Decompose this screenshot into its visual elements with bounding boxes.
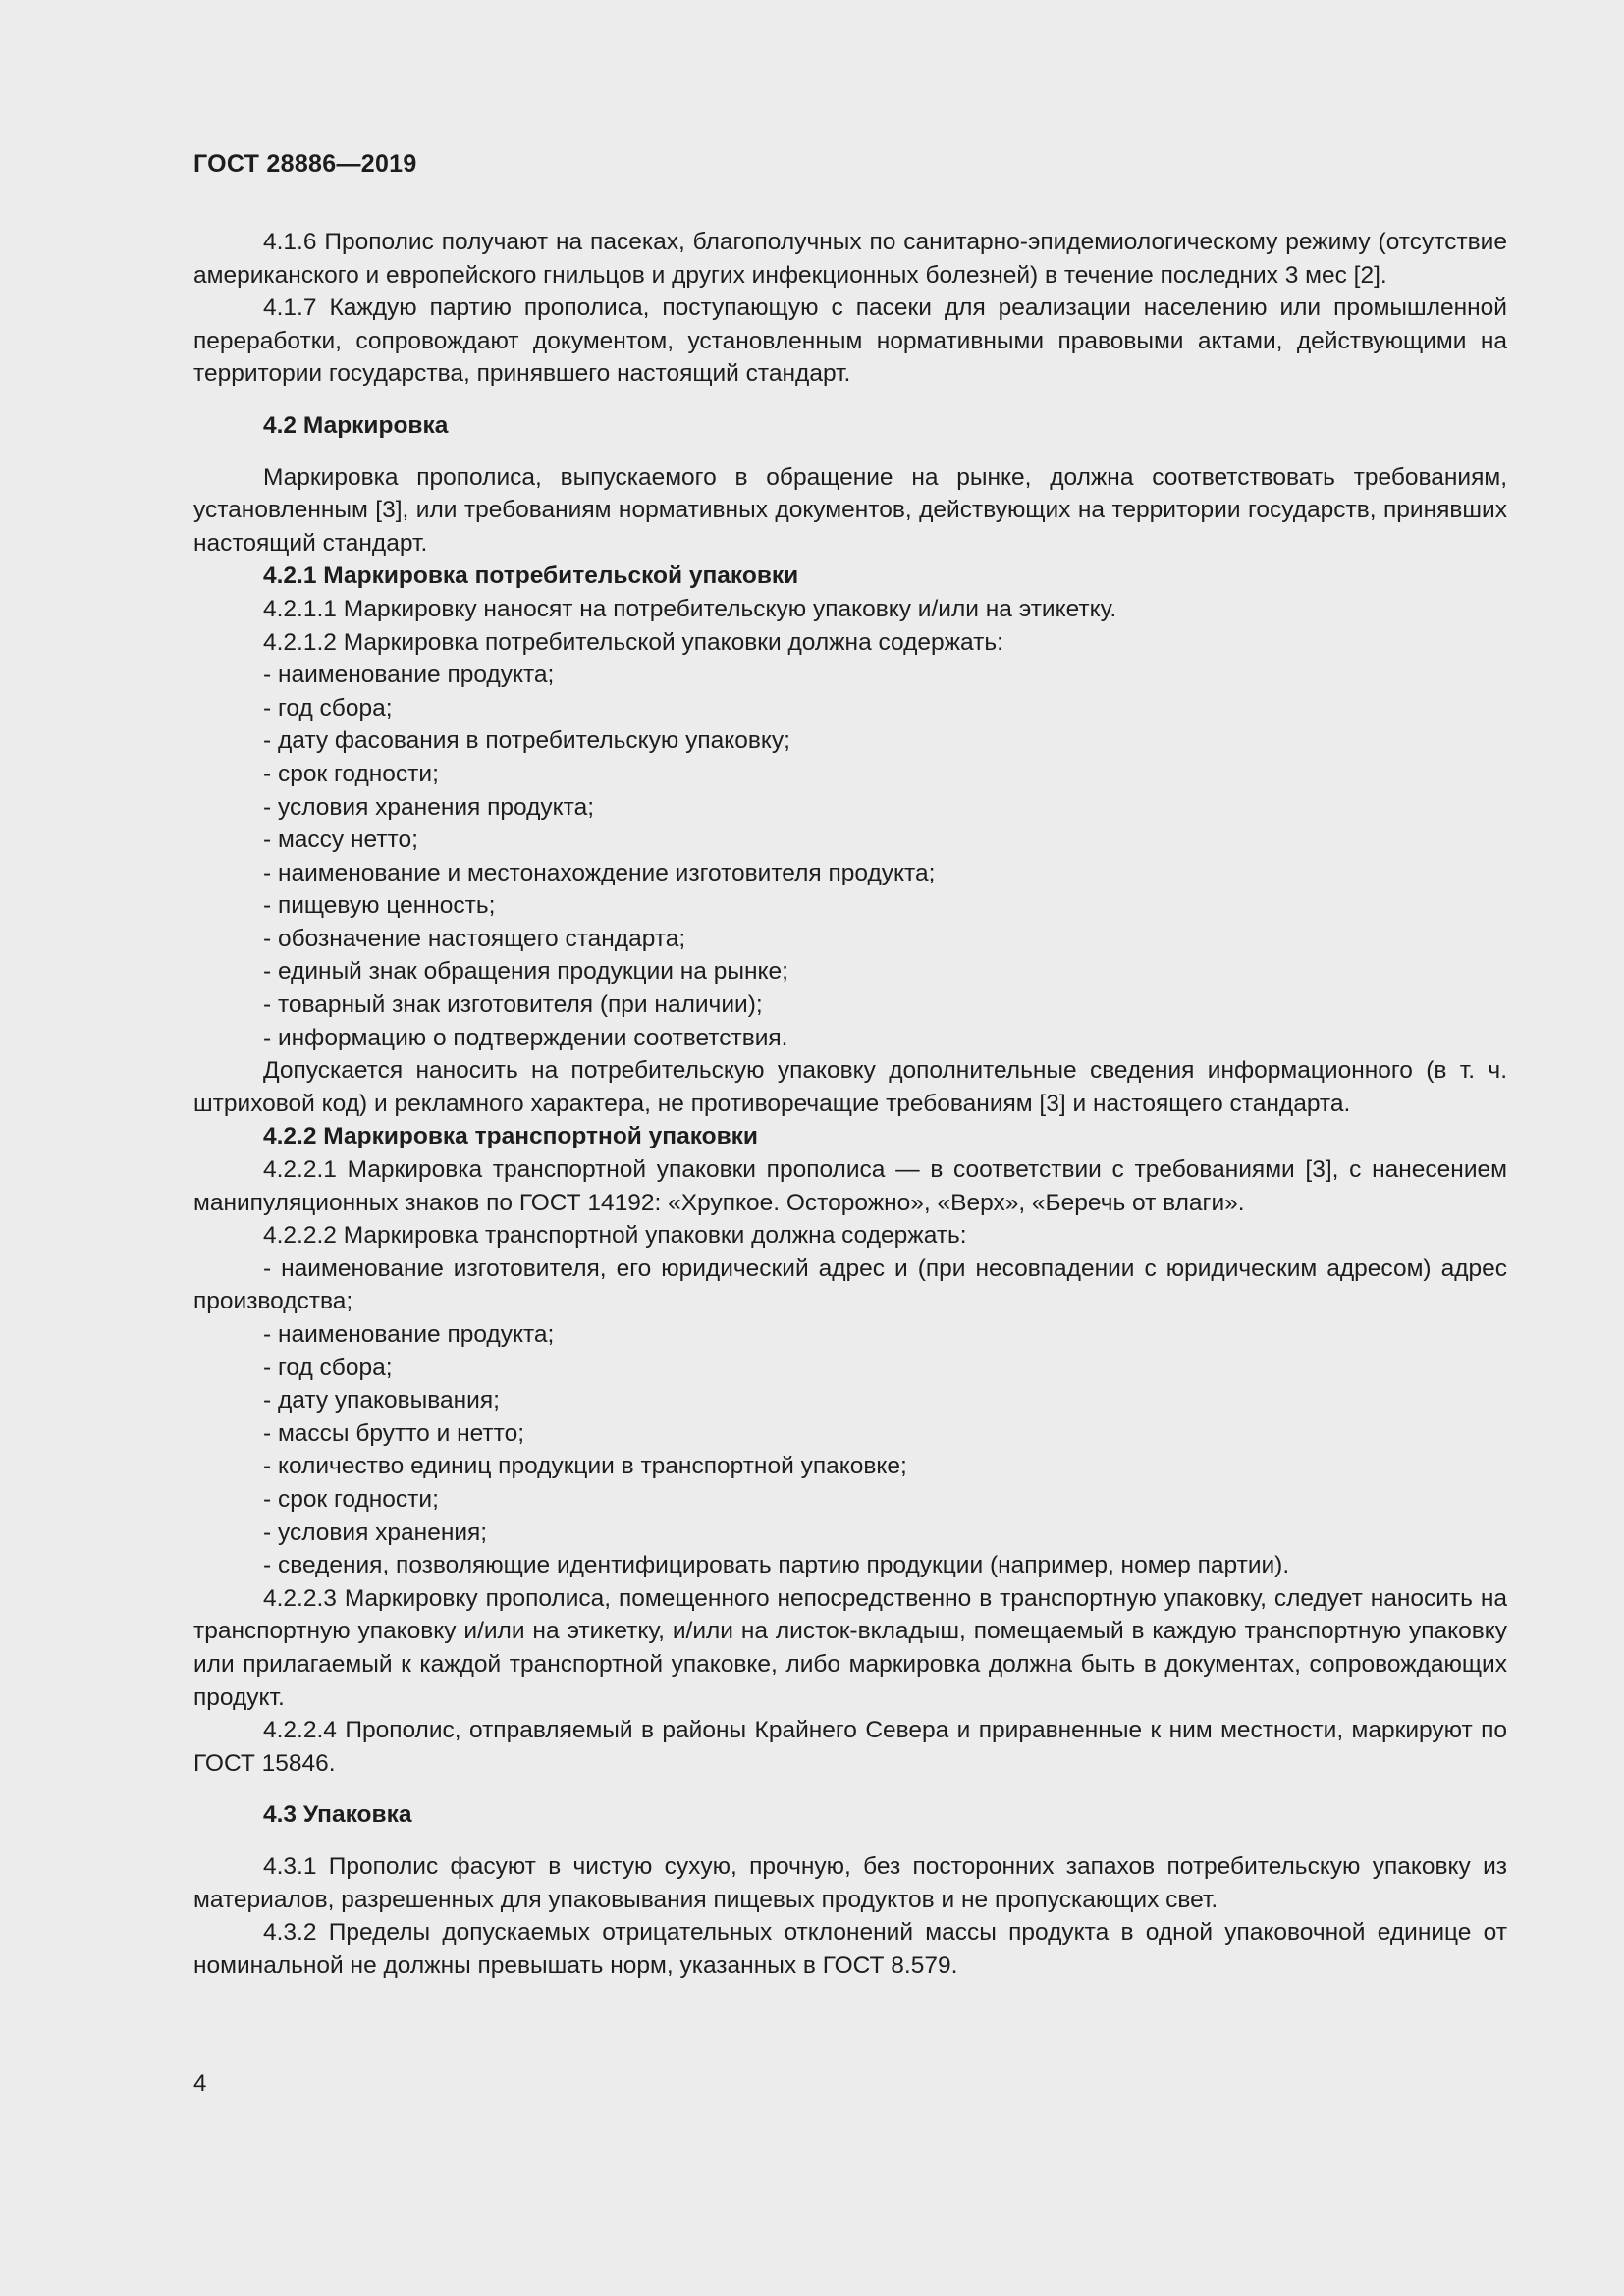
- list-item: - дату упаковывания;: [263, 1387, 500, 1415]
- paragraph-4-2-intro: Маркировка прополиса, выпускаемого в обращение на рынке, должна соответствовать требованиям, установленным [3], или требованиям нормативных документов, действующих на территории государств, принявших настоящий стандарт.: [193, 463, 1507, 557]
- list-item: - условия хранения;: [263, 1519, 488, 1546]
- page-number: 4: [193, 2070, 207, 2097]
- paragraph-4-2-1-1: 4.2.1.1 Маркировку наносят на потребительскую упаковку и/или на этикетку.: [263, 595, 1117, 622]
- section-heading-4-3: 4.3 Упаковка: [263, 1801, 412, 1829]
- consumer-marking-list: [193, 659, 1507, 1054]
- list-item: - год сбора;: [263, 694, 393, 721]
- paragraph-4-3-2: 4.3.2 Пределы допускаемых отрицательных отклонений массы продукта в одной упаковочной единице от номинальной не должны превышать норм, указанных в ГОСТ 8.579.: [193, 1919, 1507, 1979]
- paragraph-4-2-2-3: 4.2.2.3 Маркировку прополиса, помещенного непосредственно в транспортную упаковку, следует наносить на транспортную упаковку и/или на этикетку, и/или на листок-вкладыш, помещаемый в каждую транспортную упаковку или прилагаемый к каждой транспортной упаковке, либо маркировка должна быть в документах, сопровождающих продукт.: [193, 1584, 1507, 1711]
- paragraph-4-2-2-1: 4.2.2.1 Маркировка транспортной упаковки прополиса — в соответствии с требованиями [3], с нанесением манипуляционных знаков по ГОСТ 14192: «Хрупкое. Осторожно», «Верх», «Беречь от влаги».: [193, 1156, 1507, 1216]
- list-item: - срок годности;: [263, 1485, 439, 1513]
- list-item: - товарный знак изготовителя (при наличии);: [263, 991, 763, 1019]
- paragraph-4-1-6: 4.1.6 Прополис получают на пасеках, благополучных по санитарно-эпидемиологическому режиму (отсутствие американского и европейского гнильцов и других инфекционных болезней) в течение последних 3 мес [2].: [193, 229, 1507, 289]
- list-item: - дату фасования в потребительскую упаковку;: [263, 727, 790, 755]
- transport-marking-list: [193, 1318, 1507, 1582]
- list-item: - единый знак обращения продукции на рынке;: [263, 958, 788, 986]
- subsection-heading-4-2-1: 4.2.1 Маркировка потребительской упаковки: [263, 562, 799, 590]
- paragraph-4-2-2-2: 4.2.2.2 Маркировка транспортной упаковки должна содержать:: [263, 1222, 967, 1250]
- list-item: - обозначение настоящего стандарта;: [263, 925, 686, 952]
- list-item: - наименование и местонахождение изготовителя продукта;: [263, 859, 936, 886]
- list-item: - сведения, позволяющие идентифицировать партию продукции (например, номер партии).: [263, 1552, 1290, 1579]
- list-item: - массу нетто;: [263, 827, 418, 854]
- document-body: [193, 226, 1507, 1982]
- list-item: - пищевую ценность;: [263, 892, 496, 920]
- paragraph-4-2-2-4: 4.2.2.4 Прополис, отправляемый в районы Крайнего Севера и приравненные к ним местности, маркируют по ГОСТ 15846.: [193, 1717, 1507, 1777]
- list-item: - массы брутто и нетто;: [263, 1419, 525, 1447]
- list-item: - информацию о подтверждении соответствия.: [263, 1024, 788, 1051]
- paragraph-4-1-7: 4.1.7 Каждую партию прополиса, поступающую с пасеки для реализации населению или промышленной переработки, сопровождают документом, установленным нормативными правовыми актами, действующими на территории государства, принявшего настоящий стандарт.: [193, 294, 1507, 388]
- paragraph-4-2-1-2: 4.2.1.2 Маркировка потребительской упаковки должна содержать:: [263, 628, 1003, 656]
- paragraph-allowed-info: Допускается наносить на потребительскую упаковку дополнительные сведения информационного (в т. ч. штриховой код) и рекламного характера, не противоречащие требованиям [3] и настоящего стандарта.: [193, 1057, 1507, 1117]
- list-item: - год сбора;: [263, 1354, 393, 1381]
- list-item: - наименование продукта;: [263, 662, 555, 689]
- list-item: - наименование продукта;: [263, 1321, 555, 1348]
- document-header: ГОСТ 28886—2019: [193, 150, 417, 178]
- list-item: - условия хранения продукта;: [263, 793, 595, 821]
- section-heading-4-2: 4.2 Маркировка: [263, 411, 449, 439]
- paragraph-4-3-1: 4.3.1 Прополис фасуют в чистую сухую, прочную, без посторонних запахов потребительскую упаковку из материалов, разрешенных для упаковывания пищевых продуктов и не пропускающих свет.: [193, 1852, 1507, 1913]
- subsection-heading-4-2-2: 4.2.2 Маркировка транспортной упаковки: [263, 1123, 758, 1150]
- list-item: - количество единиц продукции в транспортной упаковке;: [263, 1453, 907, 1480]
- transport-list-first-item: - наименование изготовителя, его юридический адрес и (при несовпадении с юридическим адресом) адрес производства;: [193, 1255, 1507, 1315]
- list-item: - срок годности;: [263, 760, 439, 787]
